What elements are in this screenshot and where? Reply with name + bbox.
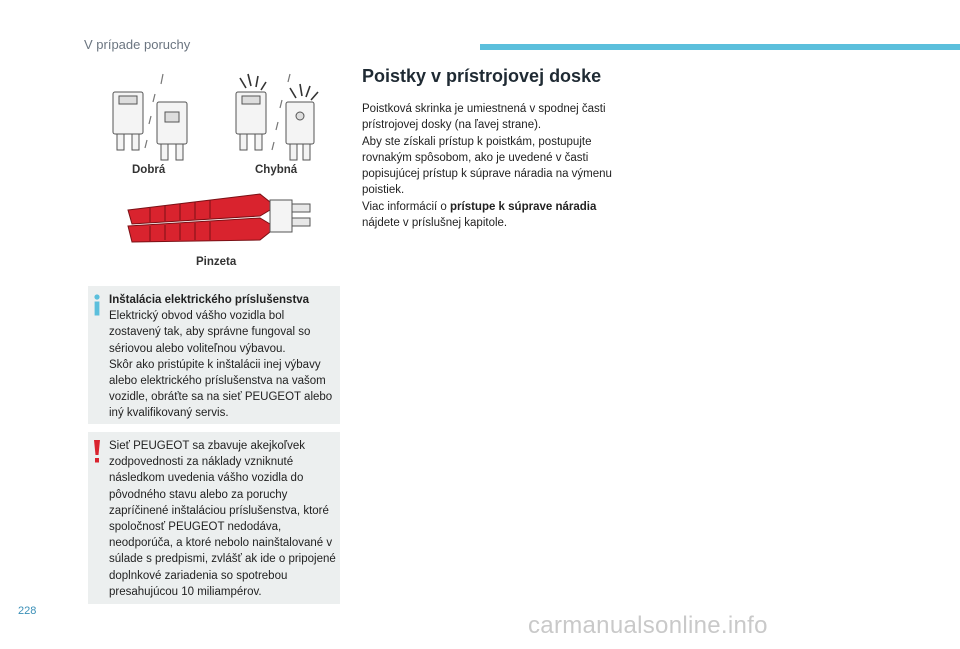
fuse-tweezers-illustration (120, 188, 320, 248)
tool-kit-reference: prístupe k súprave náradia (450, 200, 597, 213)
header-accent-bar (480, 44, 960, 50)
info-box-body-2: Skôr ako pristúpite k inštalácii inej výbavy alebo elektrického príslušenstva na vašom vozidle, obráťte sa na sieť PEUGEOT alebo iný kvalifikovaný servis. (109, 358, 333, 420)
main-paragraph-1: Poistková skrinka je umiestnená v spodnej časti prístrojovej dosky (na ľavej strane). (362, 103, 606, 132)
header-section-title: V prípade poruchy (84, 37, 191, 52)
warning-box-text: Sieť PEUGEOT sa zbavuje akejkoľvek zodpovednosti za náklady vzniknuté následkom uvedenia vášho vozidla do pôvodného stavu alebo za poruchy zapríčinené inštaláciou príslušenstva, ktoré spoločnosť PEUGEOT nedodáva, neodporúča, a ktoré nebolo nainštalované v súlade s predpismi, zvlášť ak ide o pripojené doplnkové zariadenia so spotrebou presahujúcou 10 miliampérov. (109, 440, 336, 598)
page-title: Poistky v prístrojovej doske (362, 66, 602, 86)
main-paragraph-2: Aby ste získali prístup k poistkám, postupujte rovnakým spôsobom, ako je uvedené v časti popisujúcej prístup k súprave náradia na výmenu poistiek. (362, 135, 612, 197)
warning-icon (92, 440, 102, 464)
info-box-title: Inštalácia elektrického príslušenstva (109, 294, 310, 306)
main-paragraph-3-suffix: nájdete v príslušnej kapitole. (362, 217, 508, 230)
tweezers-label: Pinzeta (196, 256, 237, 268)
info-box-body: Elektrický obvod vášho vozidla bol zostavený tak, aby správne fungoval so sériovou alebo voliteľnou výbavou. (109, 310, 311, 355)
good-fuse-label: Dobrá (132, 164, 166, 176)
good-fuse-illustration (105, 70, 200, 165)
warning-box (88, 432, 340, 604)
info-box-text (109, 292, 339, 422)
info-box (88, 286, 340, 424)
info-icon (92, 294, 102, 316)
main-paragraph-3-prefix: Viac informácií o (362, 200, 450, 213)
page-number: 228 (18, 605, 37, 617)
main-body-text (362, 101, 622, 231)
blown-fuse-illustration (228, 70, 323, 165)
watermark: carmanualsonline.info (528, 612, 768, 639)
blown-fuse-label: Chybná (255, 164, 298, 176)
